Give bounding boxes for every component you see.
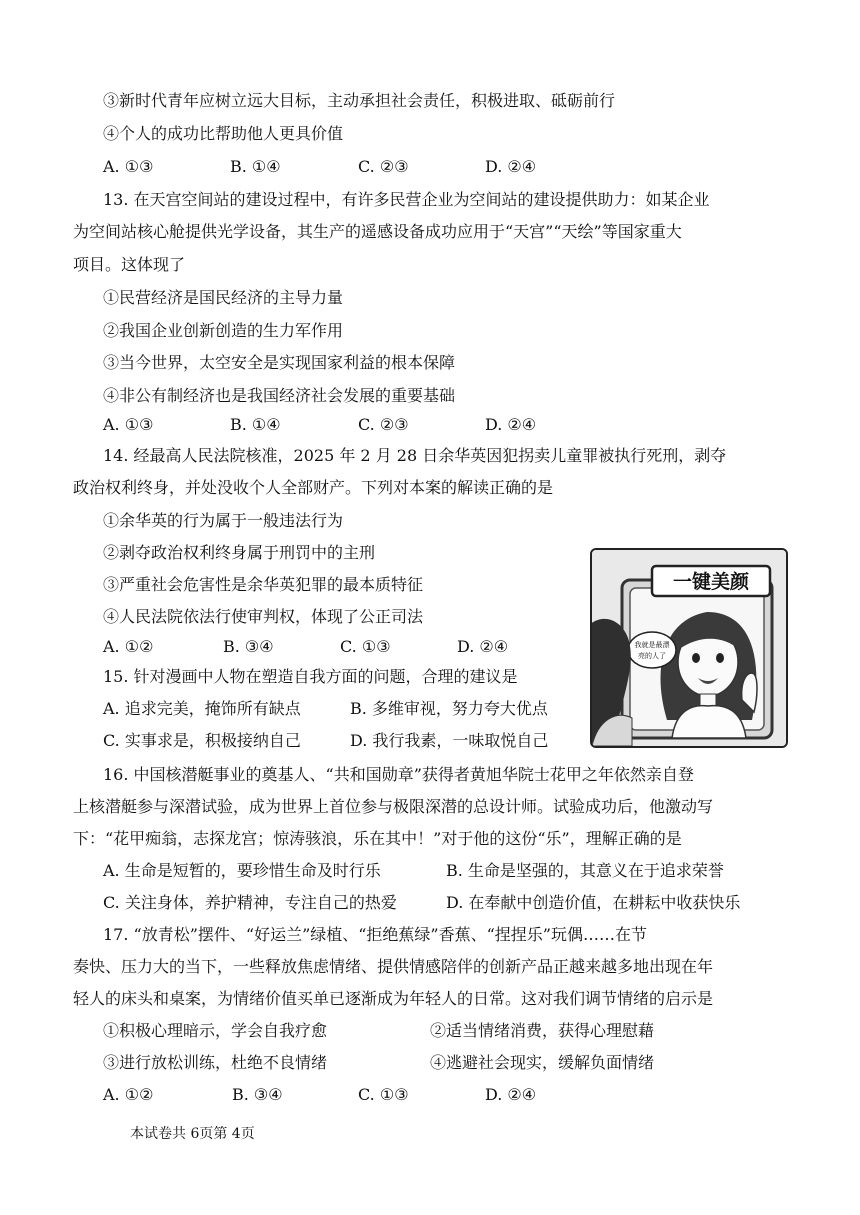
q16-option-b: B. 生命是坚强的，其意义在于追求荣誉 <box>446 861 724 880</box>
q17-choice-b: B. ③④ <box>232 1085 283 1104</box>
q13-choice-b: B. ①④ <box>230 415 281 434</box>
q13-stem-line-1: 13. 在天宫空间站的建设过程中，有许多民营企业为空间站的建设提供助力：如某企业 <box>103 190 710 209</box>
comic-drawing <box>592 550 786 746</box>
q14-option-1: ①余华英的行为属于一般违法行为 <box>103 511 344 530</box>
q13-choice-d: D. ②④ <box>485 415 537 434</box>
q16-option-a: A. 生命是短暂的，要珍惜生命及时行乐 <box>103 861 381 880</box>
q17-option-4: ④逃避社会现实，缓解负面情绪 <box>430 1053 655 1072</box>
q16-stem-line-2: 上核潜艇参与深潜试验，成为世界上首位参与极限深潜的总设计师。试验成功后，他激动写 <box>73 797 714 816</box>
q15-option-c: C. 实事求是，积极接纳自己 <box>103 731 301 750</box>
q14-option-4: ④人民法院依法行使审判权，体现了公正司法 <box>103 607 424 626</box>
q14-stem-line-2: 政治权利终身，并处没收个人全部财产。下列对本案的解读正确的是 <box>73 478 554 497</box>
q17-stem-line-1: 17. “放青松”摆件、“好运兰”绿植、“拒绝蕉绿”香蕉、“捏捏乐”玩偶……在节 <box>103 925 647 944</box>
q17-option-2: ②适当情绪消费，获得心理慰藉 <box>430 1021 655 1040</box>
q15-option-a: A. 追求完美，掩饰所有缺点 <box>103 699 301 718</box>
q15-option-b: B. 多维审视，努力夸大优点 <box>350 699 548 718</box>
q17-choice-c: C. ①③ <box>358 1085 409 1104</box>
q13-option-1: ①民营经济是国民经济的主导力量 <box>103 288 344 307</box>
q13-stem-line-3: 项目。这体现了 <box>73 255 186 274</box>
comic-banner-text: 一键美颜 <box>672 571 750 593</box>
q16-stem-line-1: 16. 中国核潜艇事业的奠基人、“共和国勋章”获得者黄旭华院士花甲之年依然亲自登 <box>103 765 694 784</box>
q13-choice-c: C. ②③ <box>358 415 409 434</box>
page-footer: 本试卷共 6页第 4页 <box>130 1126 255 1142</box>
q14-option-3: ③严重社会危害性是余华英犯罪的最本质特征 <box>103 575 424 594</box>
q13-option-2: ②我国企业创新创造的生力军作用 <box>103 321 344 340</box>
q17-choice-d: D. ②④ <box>485 1085 537 1104</box>
q12-option-4: ④个人的成功比帮助他人更具价值 <box>103 124 344 143</box>
q12-option-3: ③新时代青年应树立远大目标，主动承担社会责任，积极进取、砥砺前行 <box>103 91 616 110</box>
q17-option-1: ①积极心理暗示，学会自我疗愈 <box>103 1021 328 1040</box>
q12-choice-d: D. ②④ <box>485 157 537 176</box>
comic-illustration <box>590 548 788 748</box>
q13-option-3: ③当今世界，太空安全是实现国家利益的根本保障 <box>103 353 456 372</box>
q13-choice-a: A. ①③ <box>103 415 154 434</box>
q15-stem: 15. 针对漫画中人物在塑造自我方面的问题，合理的建议是 <box>103 667 518 686</box>
q13-stem-line-2: 为空间站核心舱提供光学设备，其生产的遥感设备成功应用于“天宫”“天绘”等国家重大 <box>73 222 682 241</box>
q14-choice-b: B. ③④ <box>223 637 274 656</box>
q17-choice-a: A. ①② <box>103 1085 154 1104</box>
q14-choice-a: A. ①② <box>103 637 154 656</box>
svg-text:亮的人了: 亮的人了 <box>638 652 666 660</box>
q14-choice-d: D. ②④ <box>457 637 509 656</box>
svg-text:我就是最漂: 我就是最漂 <box>634 641 670 649</box>
q17-stem-line-3: 轻人的床头和桌案，为情绪价值买单已逐渐成为年轻人的日常。这对我们调节情绪的启示是 <box>73 989 714 1008</box>
q17-option-3: ③进行放松训练，杜绝不良情绪 <box>103 1053 328 1072</box>
q12-choice-c: C. ②③ <box>358 157 409 176</box>
q14-choice-c: C. ①③ <box>340 637 391 656</box>
q13-option-4: ④非公有制经济也是我国经济社会发展的重要基础 <box>103 386 456 405</box>
q12-choice-a: A. ①③ <box>103 157 154 176</box>
q12-choice-b: B. ①④ <box>230 157 281 176</box>
q16-option-d: D. 在奉献中创造价值，在耕耘中收获快乐 <box>446 893 741 912</box>
q16-option-c: C. 关注身体，养护精神，专注自己的热爱 <box>103 893 397 912</box>
q17-stem-line-2: 奏快、压力大的当下，一些释放焦虑情绪、提供情感陪伴的创新产品正越来越多地出现在年 <box>73 957 714 976</box>
q14-option-2: ②剥夺政治权利终身属于刑罚中的主刑 <box>103 543 376 562</box>
q15-option-d: D. 我行我素，一味取悦自己 <box>350 731 549 750</box>
q16-stem-line-3: 下：“花甲痴翁，志探龙宫；惊涛骇浪，乐在其中！”对于他的这份“乐”，理解正确的是 <box>73 829 682 848</box>
q14-stem-line-1: 14. 经最高人民法院核准，2025 年 2 月 28 日余华英因犯拐卖儿童罪被执行死刑，剥夺 <box>103 446 727 465</box>
